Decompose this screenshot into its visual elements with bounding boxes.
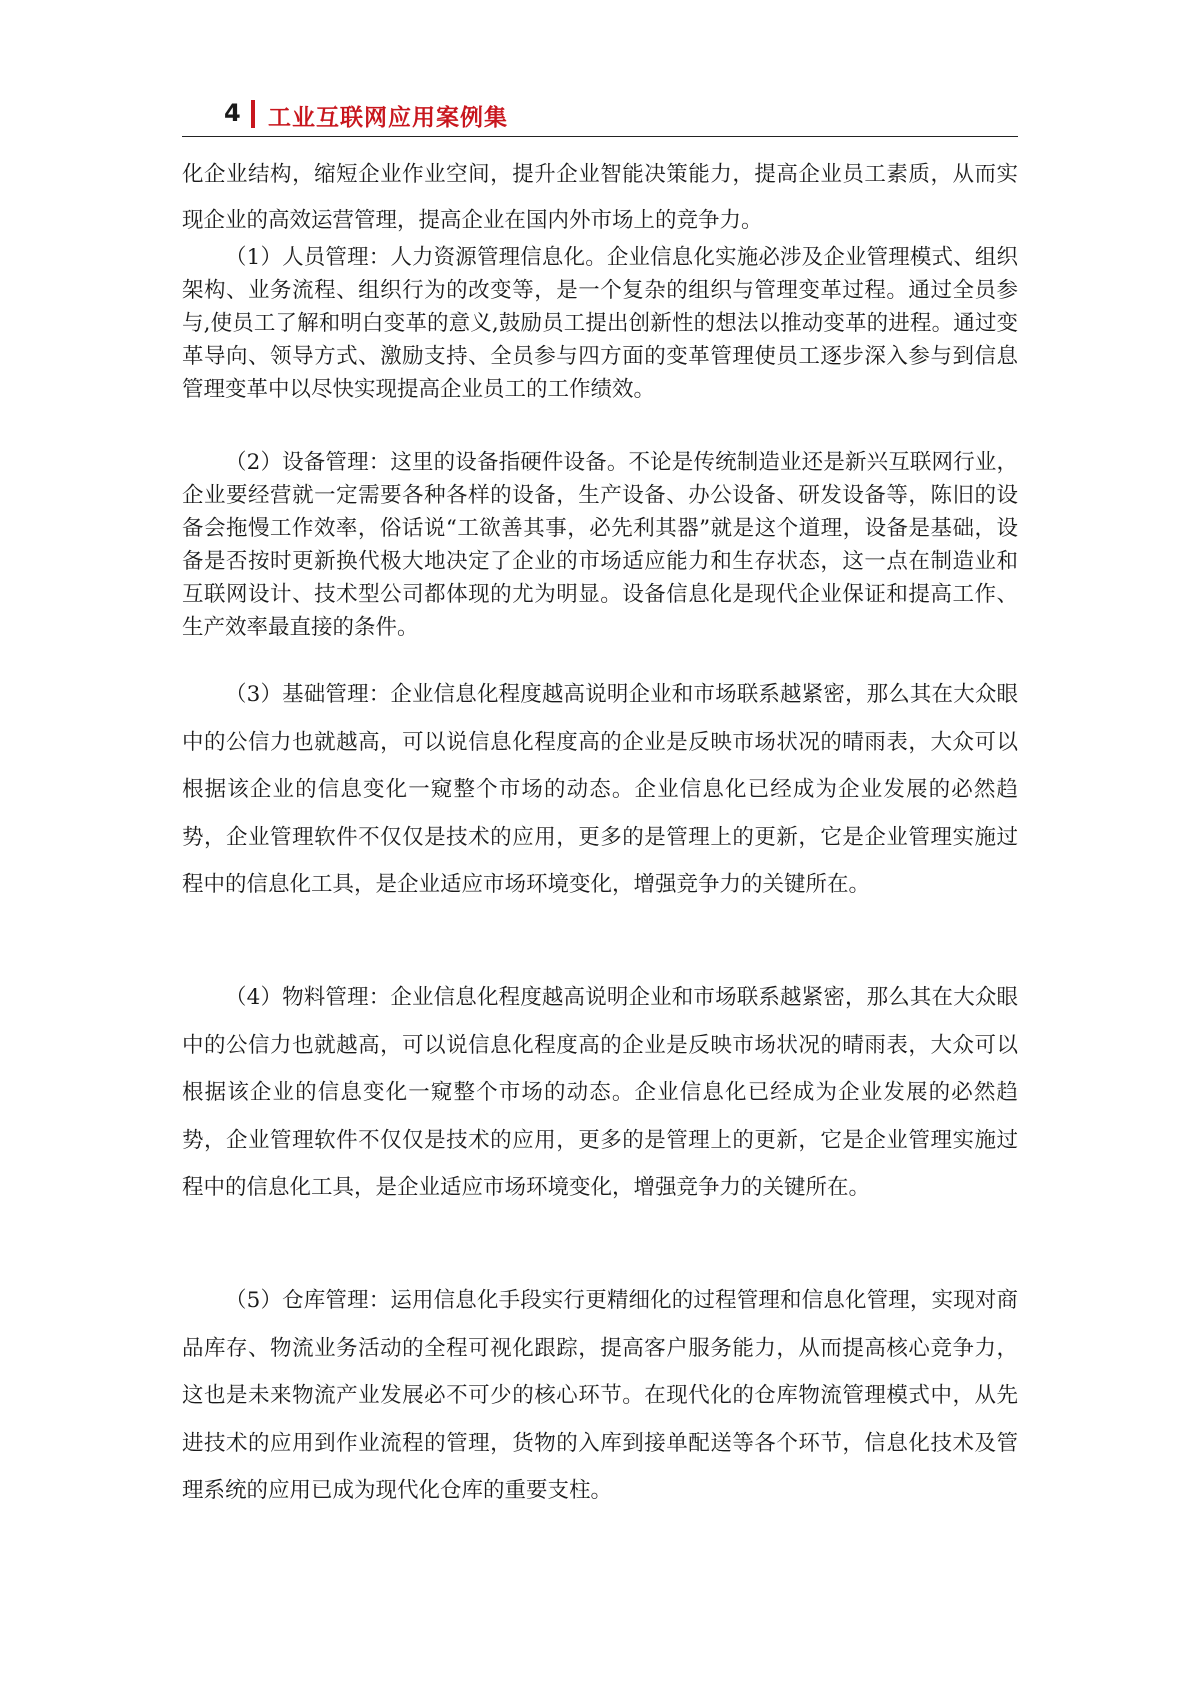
paragraph-continuation: 化企业结构，缩短企业作业空间，提升企业智能决策能力，提高企业员工素质，从而实现企业的高效运营管理，提高企业在国内外市场上的竞争力。 [182, 162, 1018, 233]
paragraph-personnel-management: （1）人员管理：人力资源管理信息化。企业信息化实施必涉及企业管理模式、组织架构、业务流程、组织行为的改变等，是一个复杂的组织与管理变革过程。通过全员参与,使员工了解和明白变革的意义,鼓励员工提出创新性的想法以推动变革的进程。通过变革导向、领导方式、激励支持、全员参与四方面的变革管理使员工逐步深入参与到信息管理变革中以尽快实现提高企业员工的工作绩效。 [182, 245, 1018, 402]
page-header [182, 96, 1018, 137]
page-number: 4 [224, 99, 241, 127]
paragraph-basic-management: （3）基础管理：企业信息化程度越高说明企业和市场联系越紧密，那么其在大众眼中的公信力也就越高，可以说信息化程度高的企业是反映市场状况的晴雨表，大众可以根据该企业的信息变化一窥整个市场的动态。企业信息化已经成为企业发展的必然趋势，企业管理软件不仅仅是技术的应用，更多的是管理上的更新，它是企业管理实施过程中的信息化工具，是企业适应市场环境变化，增强竞争力的关键所在。 [182, 682, 1018, 897]
book-title: 工业互联网应用案例集 [268, 105, 508, 131]
header-divider [251, 100, 255, 128]
paragraph-material-management: （4）物料管理：企业信息化程度越高说明企业和市场联系越紧密，那么其在大众眼中的公信力也就越高，可以说信息化程度高的企业是反映市场状况的晴雨表，大众可以根据该企业的信息变化一窥整个市场的动态。企业信息化已经成为企业发展的必然趋势，企业管理软件不仅仅是技术的应用，更多的是管理上的更新，它是企业管理实施过程中的信息化工具，是企业适应市场环境变化，增强竞争力的关键所在。 [182, 985, 1018, 1200]
paragraph-warehouse-management: （5）仓库管理：运用信息化手段实行更精细化的过程管理和信息化管理，实现对商品库存、物流业务活动的全程可视化跟踪，提高客户服务能力，从而提高核心竞争力，这也是未来物流产业发展必不可少的核心环节。在现代化的仓库物流管理模式中，从先进技术的应用到作业流程的管理，货物的入库到接单配送等各个环节，信息化技术及管理系统的应用已成为现代化仓库的重要支柱。 [182, 1288, 1018, 1503]
paragraph-equipment-management: （2）设备管理：这里的设备指硬件设备。不论是传统制造业还是新兴互联网行业，企业要经营就一定需要各种各样的设备，生产设备、办公设备、研发设备等，陈旧的设备会拖慢工作效率，俗话说“工欲善其事，必先利其器”就是这个道理，设备是基础，设备是否按时更新换代极大地决定了企业的市场适应能力和生存状态，这一点在制造业和互联网设计、技术型公司都体现的尤为明显。设备信息化是现代企业保证和提高工作、生产效率最直接的条件。 [182, 450, 1018, 640]
